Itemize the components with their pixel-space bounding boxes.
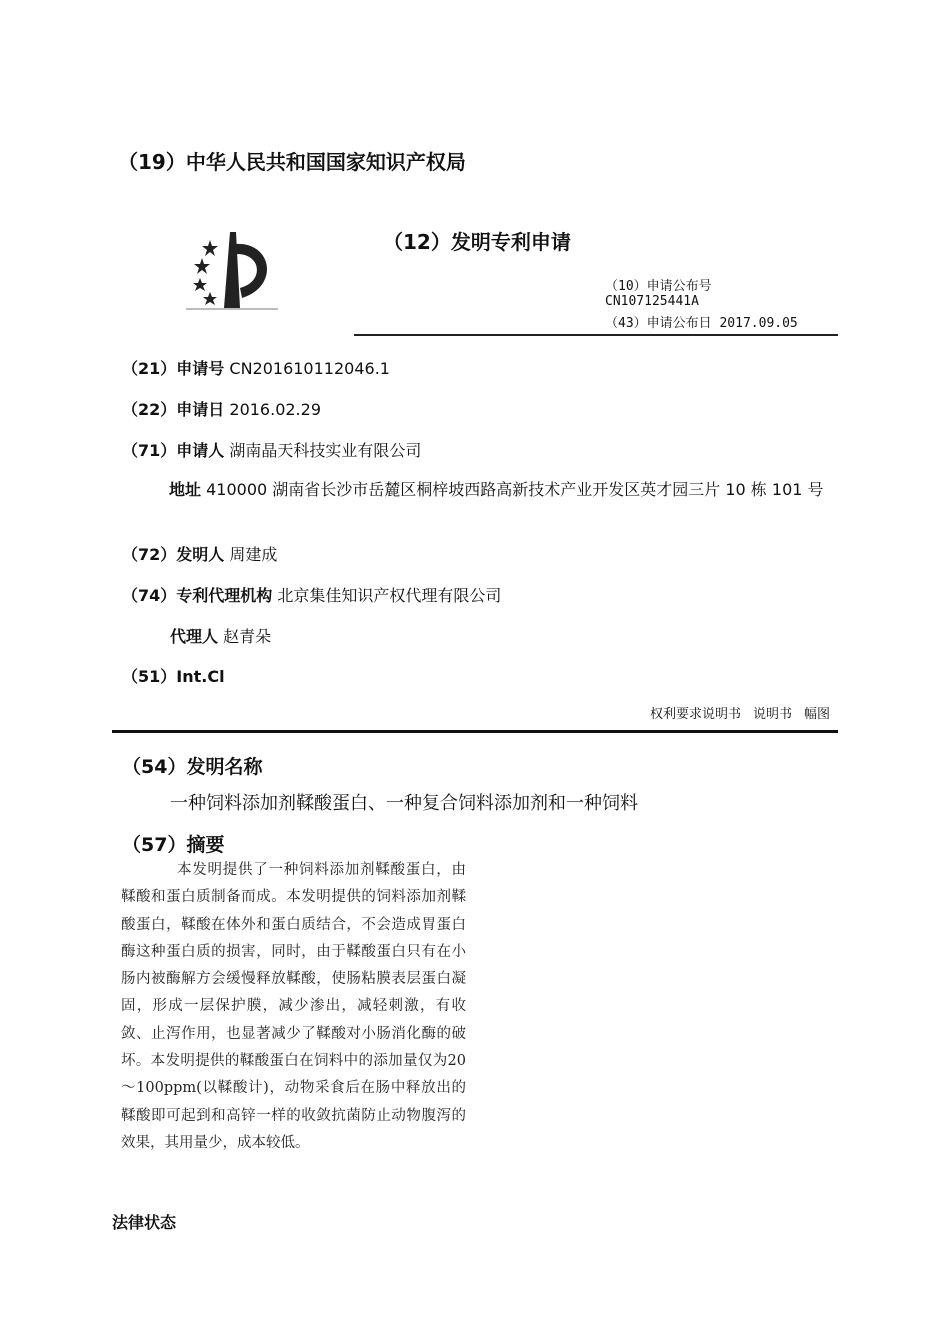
agency-row (122, 583, 501, 606)
publication-date: （43）申请公布日 2017.09.05 (605, 316, 798, 331)
document-links (638, 703, 830, 722)
field-code: （51） (122, 667, 177, 686)
field-code: （74） (122, 586, 177, 605)
inventor: 周建成 (229, 545, 278, 564)
application-date-row (122, 397, 321, 420)
field-label: 专利代理机构 (176, 586, 273, 605)
drawings-link[interactable]: 幅图 (803, 707, 830, 722)
field-label: 申请人 (176, 441, 225, 460)
field-label: 地址 (169, 480, 202, 499)
arc-shape (236, 244, 267, 298)
field-code: （22） (122, 400, 177, 419)
abstract-text: 本发明提供了一种饲料添加剂鞣酸蛋白，由鞣酸和蛋白质制备而成。本发明提供的饲料添加剂鞣酸蛋白，鞣酸在体外和蛋白质结合，不会造成胃蛋白酶这种蛋白质的损害，同时，由于鞣酸蛋白只有在小肠内被酶解方会缓慢释放鞣酸，使肠粘膜表层蛋白凝固，形成一层保护膜，减少渗出，减轻刺激，有收敛、止泻作用，也显著减少了鞣酸对小肠消化酶的破坏。本发明提供的鞣酸蛋白在饲料中的添加量仅为20～100ppm(以鞣酸计)，动物采食后在肠中释放出的鞣酸即可起到和高锌一样的收敛抗菌防止动物腹泻的效果，其用量少，成本较低。 (121, 862, 466, 1151)
invention-title: 一种饲料添加剂鞣酸蛋白、一种复合饲料添加剂和一种饲料 (170, 793, 638, 814)
publication-number-label: （10）申请公布号 (605, 279, 712, 294)
inventor-row (122, 542, 277, 565)
applicant: 湖南晶天科技实业有限公司 (229, 441, 422, 460)
abstract-heading: （57）摘要 (122, 834, 225, 856)
star-icon (194, 258, 210, 274)
publication-number: CN107125441A (605, 294, 699, 309)
description-link[interactable]: 说明书 (752, 707, 792, 722)
field-label: Int.Cl (176, 667, 225, 686)
field-code: （21） (122, 359, 177, 378)
document-type: （12）发明专利申请 (383, 230, 571, 254)
divider (112, 730, 838, 733)
star-icon (203, 292, 217, 305)
application-number: CN201610112046.1 (229, 359, 390, 378)
star-icon (202, 240, 218, 256)
applicant-row (122, 438, 421, 461)
cnipa-logo-icon (180, 224, 284, 314)
application-date: 2016.02.29 (229, 400, 321, 419)
stem-shape (224, 232, 240, 308)
legal-status-heading: 法律状态 (112, 1213, 177, 1232)
address: 410000 湖南省长沙市岳麓区桐梓坡西路高新技术产业开发区英才园三片 10 栋 101 号 (206, 480, 824, 499)
field-label: 代理人 (170, 627, 219, 646)
application-number-row (122, 356, 390, 379)
field-code: （72） (122, 545, 177, 564)
agency: 北京集佳知识产权代理有限公司 (277, 586, 502, 605)
agent-row (170, 624, 271, 647)
agent: 赵青朵 (223, 627, 272, 646)
star-icon (193, 278, 207, 291)
address-row (112, 478, 832, 502)
office-name: （19）中华人民共和国国家知识产权局 (118, 150, 466, 174)
divider (354, 334, 838, 336)
field-code: （71） (122, 441, 177, 460)
field-label: 申请号 (176, 359, 225, 378)
field-label: 申请日 (176, 400, 225, 419)
field-label: 发明人 (176, 545, 225, 564)
invention-title-heading: （54）发明名称 (122, 756, 263, 778)
int-cl-row (122, 664, 225, 687)
claims-link[interactable]: 权利要求说明书 (649, 707, 741, 722)
